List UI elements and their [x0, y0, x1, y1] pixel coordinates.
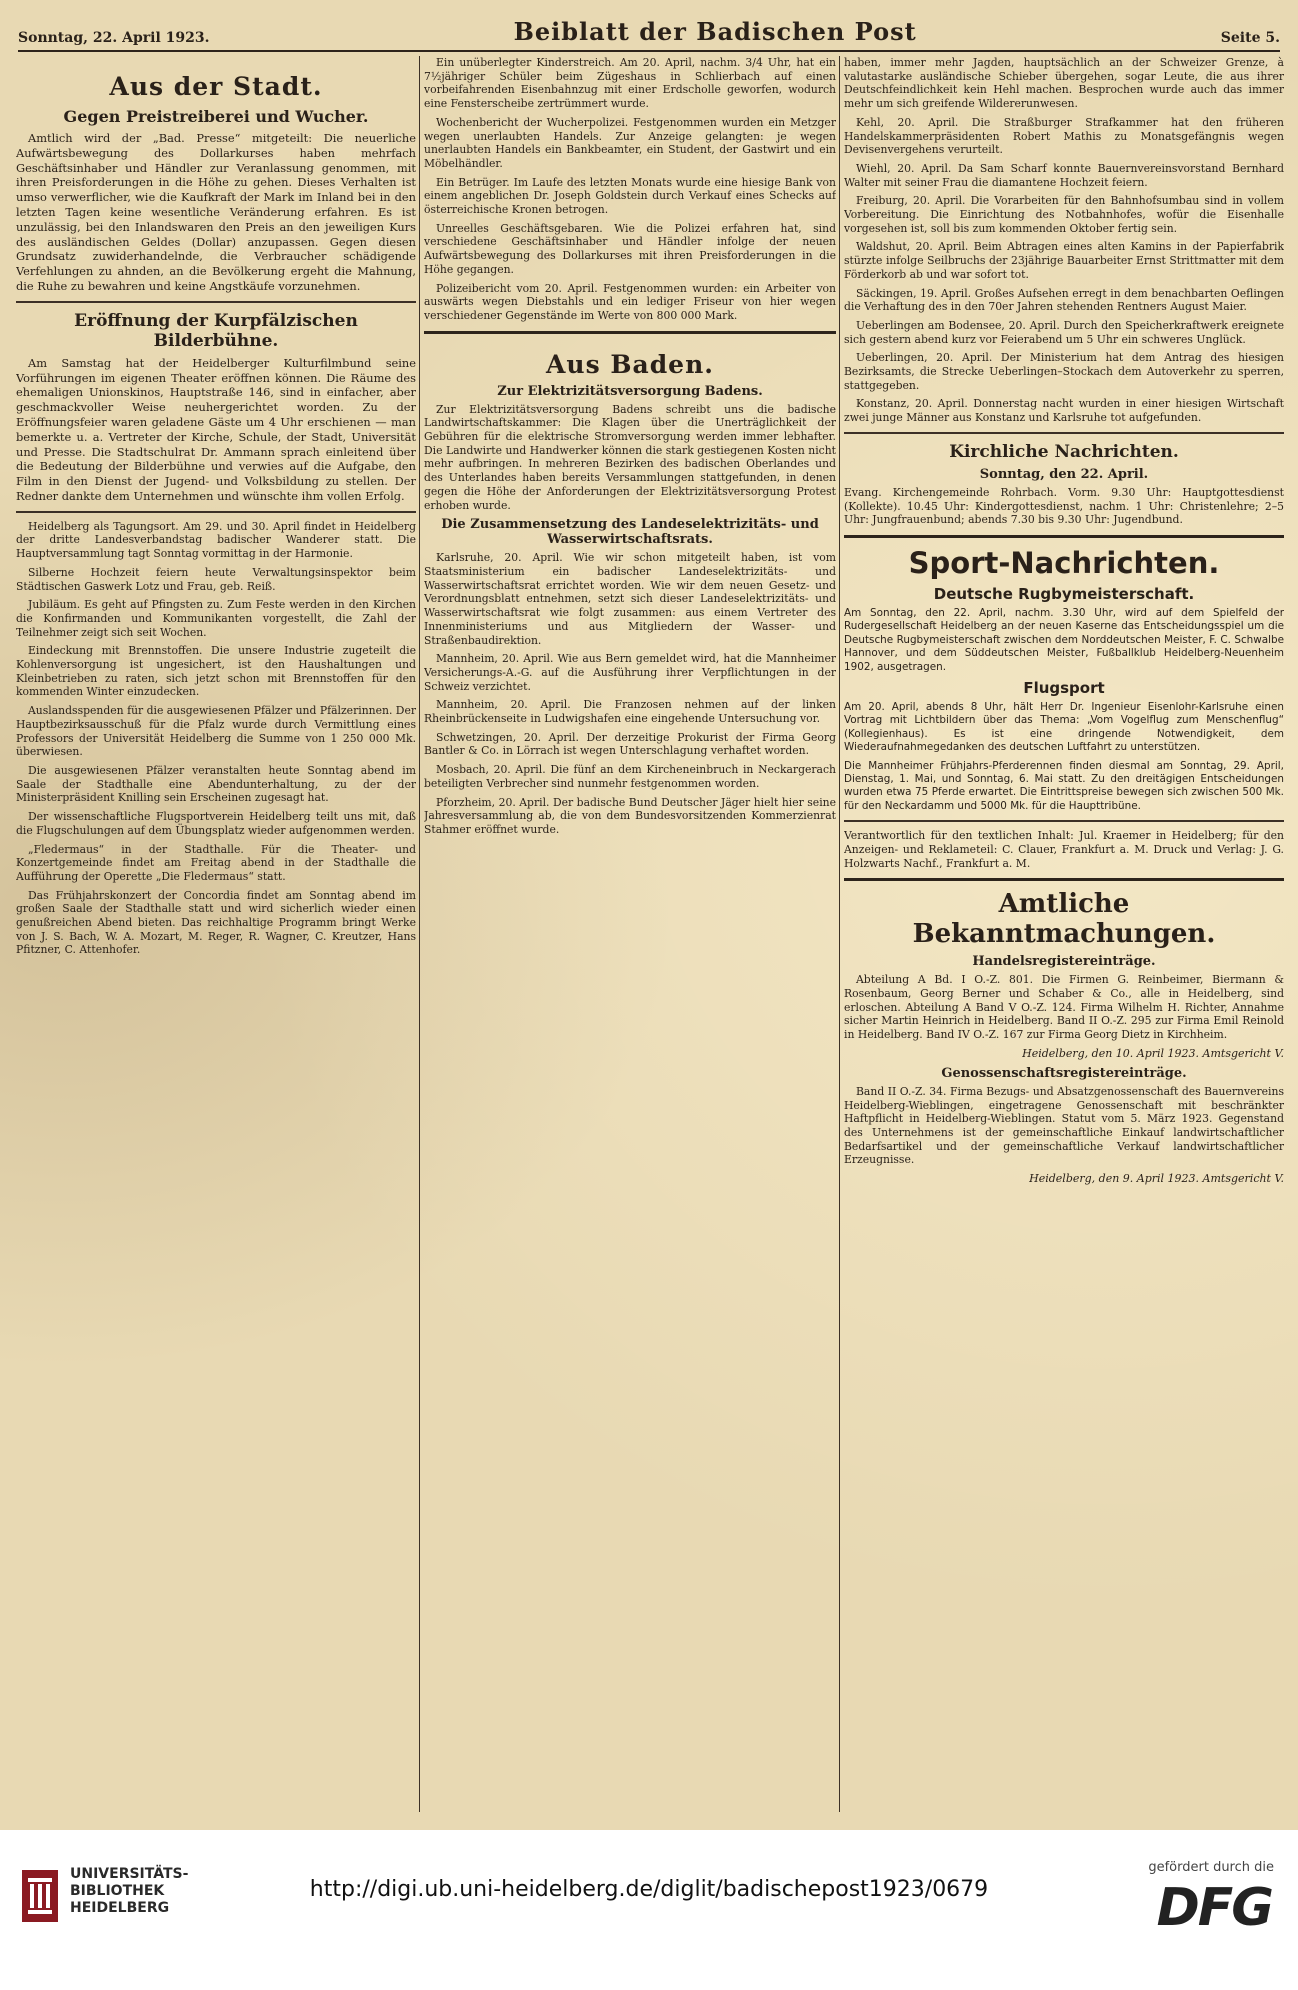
register-body: Abteilung A Bd. I O.-Z. 801. Die Firmen G. Reinbeimer, Biermann & Rosenbaum, Georg Berner und Schaber & Co., alle in Heidelberg, sind erloschen. Abteilung A Band V O.-Z. 124. Firma Wilhelm H. Richter, Annahme sicher Martin Heinrich in Heidelberg. Band II O.-Z. 295 zur Firma Emil Reinold in Heidelberg. Band IV O.-Z. 167 zur Firma Georg Dietz in Kirchheim. [844, 973, 1284, 1042]
article-title: Gegen Preistreiberei und Wucher. [63, 107, 369, 126]
news-item: Ueberlingen am Bodensee, 20. April. Durch den Speicherkraftwerk ereignete sich gestern abend kurz vor Feierabend um 5 Uhr ein schweres Unglück. [844, 318, 1284, 346]
church-news-body: Evang. Kirchengemeinde Rohrbach. Vorm. 9.30 Uhr: Hauptgottesdienst (Kollekte). 10.45 Uhr: Kindergottesdienst, nachm. 1 Uhr: Christenlehre; 2–5 Uhr: Jungfrauenbund; abends 7.30 bis 9.30 Uhr: Jugendbund. [844, 485, 1284, 527]
news-item: Wochenbericht der Wucherpolizei. Festgenommen wurden ein Metzger wegen unerlaubten Handels. Zur Anzeige gelangten: je wegen unerlaubten Handels ein Bankbeamter, ein Student, der Gastwirt und ein Möbelhändler. [424, 115, 836, 170]
page-header [18, 17, 1280, 52]
news-item: Säckingen, 19. April. Großes Aufsehen erregt in dem benachbarten Oeflingen die Verhaftung des in den 70er Jahren stehenden Rentners August Maier. [844, 286, 1284, 314]
column-rule [419, 56, 420, 1812]
news-item: Der wissenschaftliche Flugsportverein Heidelberg teilt uns mit, daß die Flugschulungen auf dem Übungsplatz wieder aufgenommen werden. [16, 810, 416, 837]
news-item: Eindeckung mit Brennstoffen. Die unsere Industrie zugeteilt die Kohlenversorgung ist ungesichert, ist den Haushaltungen und Kleinbetrieben zu raten, sich jetzt schon mit Brennstoffen für den kommenden Winter einzudecken. [16, 644, 416, 699]
funding-label: gefördert durch die [1148, 1860, 1274, 1875]
news-item: Die ausgewiesenen Pfälzer veranstalten heute Sonntag abend im Saale der Stadthalle eine Abendunterhaltung, zu der der Ministerpräsident Knilling sein Erscheinen zugesagt hat. [16, 763, 416, 805]
news-item: Mosbach, 20. April. Die fünf an dem Kircheneinbruch in Neckargerach beteiligten Verbrecher sind nunmehr festgenommen worden. [424, 763, 836, 790]
institution-name: UNIVERSITÄTS-BIBLIOTHEK HEIDELBERG [70, 1866, 189, 1916]
church-news-date: Sonntag, den 22. April. [979, 466, 1149, 482]
divider [844, 432, 1284, 434]
column-right [844, 56, 1284, 1812]
register-body: Band II O.-Z. 34. Firma Bezugs- und Absatzgenossenschaft des Bauernvereins Heidelberg-Wieblingen, eingetragene Genossenschaft mit beschränkter Haftpflicht in Heidelberg-Wieblingen. Statut vom 5. März 1923. Gegenstand des Unternehmens ist der gemeinschaftliche Einkauf landwirtschaftlicher Bedarfsartikel und der gemeinschaftliche Verkauf landwirtschaftlicher Erzeugnisse. [844, 1084, 1284, 1167]
divider [424, 331, 836, 334]
section-title-stadt: Aus der Stadt. [109, 72, 323, 101]
news-item: Waldshut, 20. April. Beim Abtragen eines alten Kamins in der Papierfabrik stürzte infolge Seilbruchs der 23jährige Bauarbeiter Ernst Strittmatter mit dem Förderkorb ab und war sofort tot. [844, 240, 1284, 281]
news-item: Schwetzingen, 20. April. Der derzeitige Prokurist der Firma Georg Bantler & Co. in Lörrach ist wegen Unterschlagung verhaftet worden. [424, 730, 836, 758]
news-item: Das Frühjahrskonzert der Concordia findet am Sonntag abend im großen Saale der Stadthalle statt und wird sicherlich wieder einen genußreichen Abend bieten. Das reichhaltige Programm bringt Werke von J. S. Bach, W. A. Mozart, M. Reger, R. Wagner, C. Kreutzer, Hans Pfitzner, C. Attenhofer. [16, 888, 416, 957]
news-item: Kehl, 20. April. Die Straßburger Strafkammer hat den früheren Handelskammerpräsidenten Robert Mathis zu Monatsgefängnis wegen Devisenvergehens verurteilt. [844, 115, 1284, 157]
source-url-link[interactable]: http://digi.ub.uni-heidelberg.de/diglit/badischepost1923/0679 [309, 1877, 989, 1902]
news-item: Freiburg, 20. April. Die Vorarbeiten für den Bahnhofsumbau sind in vollem Vorbereitung. Die Einrichtung des Notbahnhofes, wofür die Eisenhalle vorgesehen ist, soll bis zum kommenden Oktober fertig sein. [844, 194, 1284, 235]
column-rule [839, 56, 840, 1812]
news-item: Mannheim, 20. April. Die Franzosen nehmen auf der linken Rheinbrückenseite in Ludwigshafen eine eingehende Untersuchung vor. [424, 698, 836, 726]
official-notices-title: Amtliche Bekanntmachungen. [912, 889, 1216, 950]
register-signature: Heidelberg, den 9. April 1923. Amtsgericht V. [1029, 1172, 1284, 1186]
register-signature: Heidelberg, den 10. April 1923. Amtsgericht V. [1022, 1046, 1284, 1060]
article-body: Zur Elektrizitätsversorgung Badens schreibt uns die badische Landwirtschaftskammer: Die Klagen über die Unerträglichkeit der Gebühren für die elektrische Stromversorgung werden immer lebhafter. Die Landwirte und Handwerker können die stark gestiegenen Kosten nicht mehr aufbringen. In mehreren Bezirken des badischen Oberlandes und des Unterlandes haben bereits Versammlungen stattgefunden, in denen gegen die Höhe der Anforderungen der Elektrizitätsversorgung Protest erhoben wurde. [424, 402, 836, 512]
church-news-title: Kirchliche Nachrichten. [949, 441, 1179, 462]
news-item: Ein Betrüger. Im Laufe des letzten Monats wurde eine hiesige Bank von einem angeblichen Dr. Joseph Goldstein durch Verkauf eines Schecks auf österreichische Kronen betrogen. [424, 175, 836, 217]
sport-body: Die Mannheimer Frühjahrs-Pferderennen finden diesmal am Sonntag, 29. April, Dienstag, 1. Mai, und Sonntag, 6. Mai statt. Zu den dreitägigen Entscheidungen wurden etwa 75 Pferde erwartet. Die Eintrittspreise bewegen sich zwischen 500 Mk. für den Neckardamm und 5000 Mk. für die Haupttribüne. [844, 759, 1284, 812]
header-date: Sonntag, 22. April 1923. [18, 30, 210, 46]
sport-subtitle: Deutsche Rugbymeisterschaft. [933, 584, 1195, 603]
continued-text: haben, immer mehr Jagden, hauptsächlich an der Schweizer Grenze, à valutastarke ausländische Schieber übergehen, sogar Leute, die aus ihrer Deutschfeindlichkeit kein Hehl machen. Besprochen wurde auch das immer mehr um sich greifende Wildererunwesen. [844, 56, 1284, 111]
news-item: Ein unüberlegter Kinderstreich. Am 20. April, nachm. 3/4 Uhr, hat ein 7½jähriger Schüler beim Zügeshaus in Schlierbach auf einen vorbeifahrenden Eisenbahnzug mit einer Erdscholle geworfen, wodurch eine Fensterscheibe zertrümmert wurde. [424, 56, 836, 111]
news-item: Auslandsspenden für die ausgewiesenen Pfälzer und Pfälzerinnen. Der Hauptbezirksausschuß für die Pfalz wurde durch Vermittlung eines Professors der Universität Heidelberg die Summe von 1 250 000 Mk. überwiesen. [16, 704, 416, 759]
register-subtitle: Genossenschaftsregistereinträge. [941, 1065, 1187, 1081]
divider [844, 878, 1284, 881]
column-left [16, 56, 416, 1812]
viewer-footer [0, 1830, 1298, 1990]
news-item: Polizeibericht vom 20. April. Festgenommen wurden: ein Arbeiter von auswärts wegen Diebstahls und ein lediger Friseur von hier wegen verschiedener Gegenstände im Werte von 800 000 Mark. [424, 281, 836, 322]
dfg-logo: DFG [1156, 1878, 1272, 1938]
header-page-number: Seite 5. [1220, 30, 1280, 46]
imprint: Verantwortlich für den textlichen Inhalt: Jul. Kraemer in Heidelberg; für den Anzeigen- und Reklameteil: C. Clauer, Frankfurt a. M. Druck und Verlag: J. G. Holzwarts Nachf., Frankfurt a. M. [844, 829, 1284, 870]
section-title-baden: Aus Baden. [546, 349, 714, 379]
article-title: Eröffnung der Kurpfälzischen Bilderbühne. [74, 310, 358, 351]
news-item: Konstanz, 20. April. Donnerstag nacht wurden in einer hiesigen Wirtschaft zwei junge Männer aus Konstanz und Karlsruhe tot aufgefunden. [844, 397, 1284, 425]
news-item: Wiehl, 20. April. Da Sam Scharf konnte Bauernvereinsvorstand Bernhard Walter mit seiner Frau die diamantene Hochzeit feiern. [844, 161, 1284, 189]
news-item: Unreelles Geschäftsgebaren. Wie die Polizei erfahren hat, sind verschiedene Geschäftsinhaber und Händler infolge der neuen Aufwärtsbewegung des Dollarkurses mit ihren Preisforderungen in die Höhe gegangen. [424, 221, 836, 276]
column-middle [424, 56, 836, 1812]
divider [16, 511, 416, 513]
news-item: Heidelberg als Tagungsort. Am 29. und 30. April findet in Heidelberg der dritte Landesverbandstag badischer Wanderer statt. Die Hauptversammlung tagt Sonntag vormittag in der Harmonie. [16, 519, 416, 561]
header-title: Beiblatt der Badischen Post [513, 17, 917, 46]
news-item: Jubiläum. Es geht auf Pfingsten zu. Zum Feste werden in den Kirchen die Konfirmanden und Kommunikanten vorgestellt, die Zahl der Teilnehmer zeigt sich seit Wochen. [16, 598, 416, 639]
register-subtitle: Handelsregistereinträge. [972, 954, 1156, 970]
article-body: Amtlich wird der „Bad. Presse“ mitgeteilt: Die neuerliche Aufwärtsbewegung des Dollarkurses haben mehrfach Geschäftsinhaber und Händler zur Veranlassung genommen, mit ihren Preisforderungen in die Höhe zu gehen. Dieses Verhalten ist umso verwerflicher, wie die Kaufkraft der Mark im Inland bei in den letzten Tagen keine wesentliche Veränderung erfahren. Es ist unzulässig, bei den Inlandswaren den Preis an den jeweiligen Kurs des ausländischen Geldes (Dollar) anzupassen. Gegen diesen Grundsatz zuwiderhandelnde, die Verbraucher schädigende Verfehlungen zu ahnden, an die Bevölkerung ergeht die Mahnung, die Ruhe zu bewahren und keine Angstkäufe vorzunehmen. [16, 131, 416, 293]
sport-body: Am 20. April, abends 8 Uhr, hält Herr Dr. Ingenieur Eisenlohr-Karlsruhe einen Vortrag mit Lichtbildern über das Thema: „Vom Vogelflug zum Menschenflug“ (Kollegienhaus). Es ist eine dringende Notwendigkeit, dem Wiederaufnahmegedanken des deutschen Luftfahrt zu unterstützen. [844, 701, 1284, 754]
news-item: Ueberlingen, 20. April. Der Ministerium hat dem Antrag des hiesigen Bezirksamts, die Strecke Ueberlingen–Stockach dem Autoverkehr zu sperren, stattgegeben. [844, 351, 1284, 392]
divider [844, 535, 1284, 538]
news-item: Mannheim, 20. April. Wie aus Bern gemeldet wird, hat die Mannheimer Versicherungs-A.-G. auf die Ausführung ihrer Verpflichtungen in der Schweiz verzichtet. [424, 652, 836, 693]
sport-section-title: Sport-Nachrichten. [908, 545, 1220, 580]
article-title: Zur Elektrizitätsversorgung Badens. [497, 383, 763, 399]
divider [16, 301, 416, 303]
sport-body: Am Sonntag, den 22. April, nachm. 3.30 Uhr, wird auf dem Spielfeld der Rudergesellschaft Heidelberg an der neuen Kaserne das Entscheidungsspiel um die Deutsche Rugbymeisterschaft zwischen dem Norddeutschen Meister, F. C. Schwalbe Hannover, und dem Süddeutschen Meister, Fußballklub Heidelberg-Neuenheim 1902, ausgetragen. [844, 606, 1284, 673]
article-subtitle: Die Zusammensetzung des Landeselektrizitäts- und Wasserwirtschaftsrats. [441, 517, 819, 548]
article-body: Am Samstag hat der Heidelberger Kulturfilmbund seine Vorführungen im eigenen Theater eröffnen können. Die Räume des ehemaligen Unionskinos, Hauptstraße 146, sind in einfacher, aber geschmackvoller Weise neuhergerichtet worden. Zu der Eröffnungsfeier waren geladene Gäste um 4 Uhr erschienen — man bemerkte u. a. Vertreter der Kirche, Schule, der Stadt, Universität und Presse. Die Stadtschulrat Dr. Ammann sprach einleitend über die Bedeutung der Bilderbühne und verwies auf die Aufgabe, den Film in den Dienst der Jugend- und Volksbildung zu stellen. Der Redner dankte dem Unternehmen und wünschte ihm vollen Erfolg. [16, 355, 416, 503]
divider [844, 820, 1284, 822]
sport-subtitle: Flugsport [1023, 679, 1105, 698]
news-item: Silberne Hochzeit feiern heute Verwaltungsinspektor beim Städtischen Gaswerk Lotz und Frau, geb. Reiß. [16, 565, 416, 593]
article-body: Karlsruhe, 20. April. Wie wir schon mitgeteilt haben, ist vom Staatsministerium ein badischer Landeselektrizitäts- und Wasserwirtschaftsrat errichtet worden. Wie wir dem neuen Gesetz- und Verordnungsblatt entnehmen, setzt sich dieser Landeselektrizitäts- und Wasserwirtschaftsrat wie folgt zusammen: aus einem Vertreter des Innenministeriums und aus Mitgliedern der Wasser- und Straßenbaudirektion. [424, 551, 836, 647]
news-item: Pforzheim, 20. April. Der badische Bund Deutscher Jäger hielt hier seine Jahresversammlung ab, die von dem Bundesvorsitzenden Kommerzienrat Stahmer eröffnet wurde. [424, 795, 836, 836]
news-item: „Fledermaus“ in der Stadthalle. Für die Theater- und Konzertgemeinde findet am Freitag abend in der Stadthalle die Aufführung der Operette „Die Fledermaus“ statt. [16, 842, 416, 883]
